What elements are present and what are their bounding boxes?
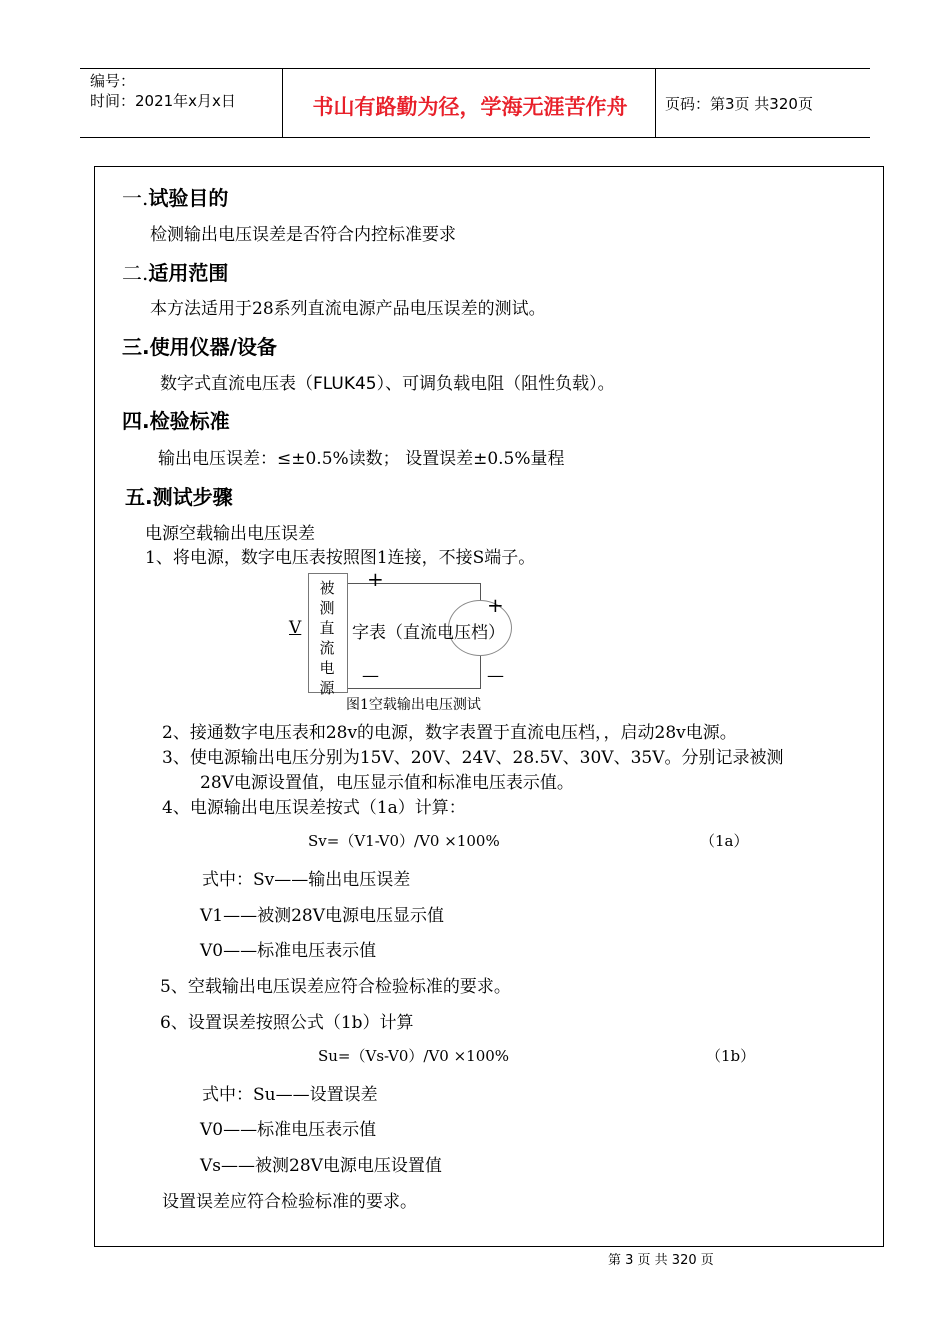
definition-su: 式中：Su——设置误差 [202,1085,378,1105]
section-title: 试验目的 [148,186,229,210]
step-3: 3、使电源输出电压分别为15V、20V、24V、28.5V、30V、35V。分别记录被测 [162,748,784,768]
section-number: 三. [122,335,150,359]
serial-label: 编号： [90,72,136,90]
definition-vs: Vs——被测28V电源电压设置值 [200,1156,442,1176]
section-body-2: 本方法适用于28系列直流电源产品电压误差的测试。 [150,299,546,319]
section-number: 二. [122,261,149,285]
plus-terminal-meter: + [487,593,504,617]
time-label: 时间：2021年x月x日 [90,92,236,110]
section-number: 五. [125,485,153,509]
formula-1a-tag: （1a） [700,832,749,850]
section-title: 检验标准 [149,409,230,433]
page-header [80,68,870,138]
meter-label: 字表（直流电压档） [352,623,505,643]
minus-terminal-meter: — [487,666,504,686]
header-page-info: 页码：第3页 共320页 [665,95,813,113]
wire-bottom [348,688,481,689]
formula-1b: Su=（Vs-V0）/V0 ×100% [318,1047,510,1065]
step-5: 5、空载输出电压误差应符合检验标准的要求。 [160,977,511,997]
wire-right-top [480,583,481,601]
step-6: 6、设置误差按照公式（1b）计算 [160,1013,414,1033]
v-label: V [289,618,302,638]
step-4: 4、电源输出电压误差按式（1a）计算： [162,798,466,818]
section-title: 使用仪器/设备 [149,335,277,359]
plus-terminal-source: + [367,567,384,591]
section-number: 四. [122,409,150,433]
step-1: 1、将电源，数字电压表按照图1连接，不接S端子。 [145,548,536,568]
section-title: 适用范围 [148,261,229,285]
header-divider [655,69,656,137]
step-3-continued: 28V电源设置值，电压显示值和标准电压表示值。 [200,773,574,793]
steps-intro: 电源空载输出电压误差 [145,524,315,544]
step-2: 2、接通数字电压表和28v的电源，数字表置于直流电压档，，启动28v电源。 [162,723,737,743]
formula-1b-tag: （1b） [706,1047,756,1065]
definition-sv: 式中：Sv——输出电压误差 [202,870,411,890]
power-source-label: 被测直流电源 [319,579,335,697]
section-heading-1 [122,182,228,211]
minus-terminal-source: — [362,666,379,686]
definition-v0: V0——标准电压表示值 [200,941,377,961]
page-footer: 第 3 页 共 320 页 [608,1253,714,1268]
section-body-1: 检测输出电压误差是否符合内控标准要求 [150,225,456,245]
section-number: 一. [122,186,149,210]
header-motto: 书山有路勤为径，学海无涯苦作舟 [312,95,628,119]
definition-v1: V1——被测28V电源电压显示值 [200,906,445,926]
wire-right-bottom [480,656,481,689]
section-body-4: 输出电压误差：≤±0.5%读数； 设置误差±0.5%量程 [158,449,565,469]
section-body-3: 数字式直流电压表（FLUK45）、可调负载电阻（阻性负载）。 [160,374,615,394]
conclusion: 设置误差应符合检验标准的要求。 [162,1192,417,1212]
formula-1a: Sv=（V1-V0）/V0 ×100% [308,832,500,850]
section-title: 测试步骤 [152,485,233,509]
definition-v0-b: V0——标准电压表示值 [200,1120,377,1140]
section-heading-4 [122,405,230,434]
section-heading-3 [122,331,277,360]
section-heading-5 [125,481,233,510]
section-heading-2 [122,257,228,286]
header-divider [282,69,283,137]
header-meta [90,71,236,111]
figure-caption: 图1空载输出电压测试 [346,697,481,713]
